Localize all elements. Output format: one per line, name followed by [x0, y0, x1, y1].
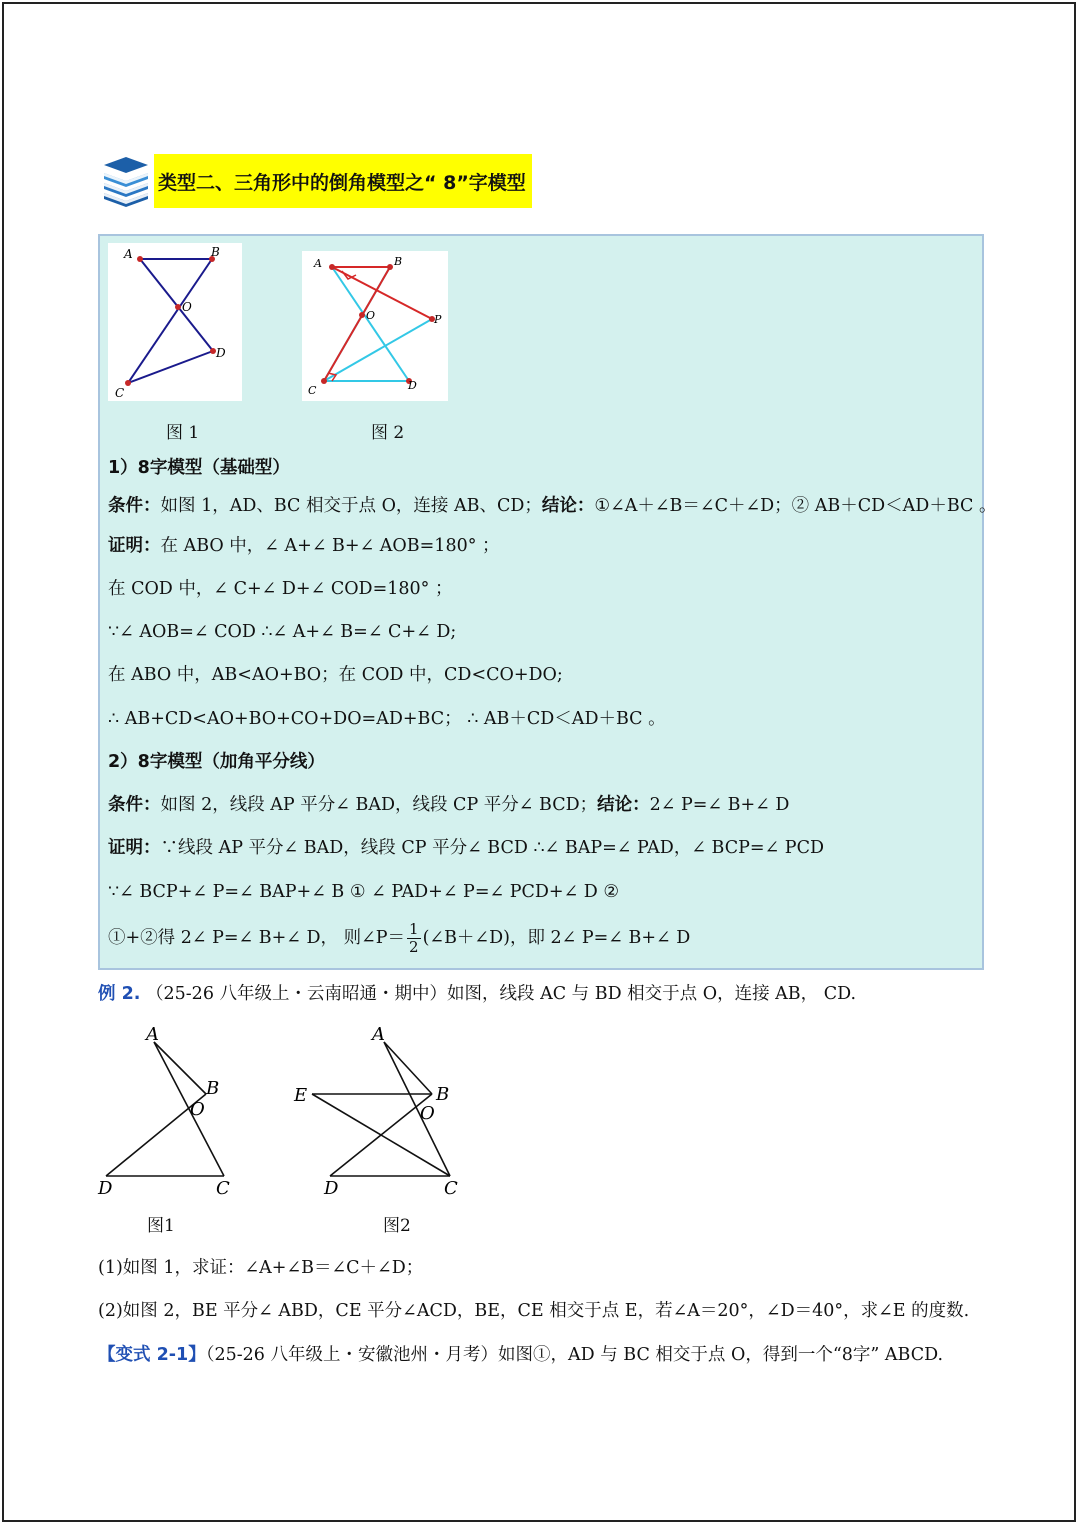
proof2-label: 证明：: [108, 838, 161, 858]
proof2-line3a: ①+②得 2∠ P=∠ B+∠ D， 则∠P＝: [108, 928, 406, 948]
concl1-text: ①∠A＋∠B＝∠C＋∠D；② AB＋CD＜AD＋BC 。: [594, 496, 997, 516]
example2-fig2-caption: 图2: [383, 1216, 411, 1236]
concl1-label: 结论：: [541, 496, 595, 516]
proof1-line1-text: 在 ABO 中，∠ A+∠ B+∠ AOB=180° ；: [160, 536, 500, 556]
fig2-label-o: O: [366, 309, 376, 322]
concl2-text: 2∠ P=∠ B+∠ D: [649, 795, 790, 815]
part2-title: 2）8字模型（加角平分线）: [108, 752, 325, 772]
ex2-fig2-label-o: O: [420, 1103, 435, 1124]
ex2-fig2-label-c: C: [444, 1178, 458, 1199]
fig2-label-c: C: [308, 384, 317, 397]
part1-title: 1）8字模型（基础型）: [108, 458, 290, 478]
section-heading: [100, 153, 532, 209]
cond1-label: 条件：: [108, 496, 161, 516]
frac-den: 2: [409, 938, 419, 956]
example2-fig1-caption: 图1: [147, 1216, 175, 1236]
proof2-line1-text: ∵线段 AP 平分∠ BAD，线段 CP 平分∠ BCD ∴∠ BAP=∠ PAD，∠ BCP=∠ PCD: [160, 838, 824, 858]
example2-intro: [98, 982, 856, 1006]
ex2-fig2-label-b: B: [436, 1084, 450, 1105]
fig1-label-c: C: [115, 386, 125, 400]
part2-condition: [108, 793, 789, 817]
fig1-label-b: B: [211, 245, 220, 259]
proof1-line3: ∵∠ AOB=∠ COD ∴∠ A+∠ B=∠ C+∠ D;: [108, 622, 457, 642]
ex2-fig1-label-d: D: [98, 1178, 113, 1199]
cond1-text: 如图 1，AD、BC 相交于点 O，连接 AB、CD；: [160, 496, 542, 516]
ex2-fig1-label-o: O: [190, 1099, 205, 1120]
fig2-label-d: D: [408, 379, 417, 392]
proof1-line5: ∴ AB+CD<AO+BO+CO+DO=AD+BC； ∴ AB＋CD＜AD＋BC 。: [108, 709, 666, 729]
proof1-line1: [108, 534, 500, 558]
part1-condition: [108, 494, 996, 518]
fig2-label-b: B: [394, 255, 403, 268]
model-figure-2: [302, 251, 448, 401]
cond2-label: 条件：: [108, 795, 161, 815]
proof2-line3b: (∠B＋∠D)，即 2∠ P=∠ B+∠ D: [422, 928, 691, 948]
ex2-fig1-label-b: B: [206, 1078, 220, 1099]
example2-figure-1: [94, 1020, 254, 1200]
proof2-line2: ∵∠ BCP+∠ P=∠ BAP+∠ B ① ∠ PAD+∠ P=∠ PCD+∠ D ②: [108, 882, 620, 902]
example2-label: 例 2.: [98, 984, 141, 1004]
variant-2-1: [98, 1343, 943, 1367]
proof1-line4: 在 ABO 中，AB<AO+BO；在 COD 中，CD<CO+DO;: [108, 665, 563, 685]
cond2-text: 如图 2，线段 AP 平分∠ BAD，线段 CP 平分∠ BCD；: [160, 795, 598, 815]
model-fig1-caption: 图 1: [166, 423, 200, 443]
ex2-fig2-label-d: D: [324, 1178, 339, 1199]
example2-figure-2: [290, 1020, 480, 1200]
ex2-fig1-label-a: A: [146, 1024, 159, 1045]
proof2-line1: [108, 836, 824, 860]
heading-highlight: [154, 154, 532, 208]
model-figure-1: [108, 243, 242, 401]
example2-question-1: (1)如图 1，求证：∠A+∠B＝∠C＋∠D；: [98, 1258, 424, 1278]
ex2-fig2-label-a: A: [372, 1024, 385, 1045]
fig1-label-o: O: [182, 300, 192, 314]
variant-label: 【变式 2-1】: [98, 1345, 206, 1365]
proof2-line3: [108, 920, 690, 956]
heading-title: 类型二、三角形中的倒角模型之“ 8”字模型: [158, 171, 526, 194]
fig2-label-a: A: [314, 257, 322, 270]
half-fraction: [407, 921, 421, 956]
variant-text: （25-26 八年级上・安徽池州・月考）如图①，AD 与 BC 相交于点 O，得到一个“8字” ABCD.: [205, 1345, 944, 1365]
proof1-label: 证明：: [108, 536, 161, 556]
example2-question-2: (2)如图 2，BE 平分∠ ABD，CE 平分∠ACD，BE，CE 相交于点 E，若∠A＝20°，∠D＝40°，求∠E 的度数.: [98, 1301, 970, 1321]
model-fig2-caption: 图 2: [371, 423, 405, 443]
frac-num: 1: [409, 920, 419, 938]
ex2-fig2-label-e: E: [294, 1085, 308, 1106]
fig1-label-d: D: [216, 346, 226, 360]
fig1-label-a: A: [124, 247, 133, 261]
proof1-line2: 在 COD 中，∠ C+∠ D+∠ COD=180° ；: [108, 579, 453, 599]
example2-text: （25-26 八年级上・云南昭通・期中）如图，线段 AC 与 BD 相交于点 O，连接 AB， CD.: [146, 984, 857, 1004]
ex2-fig1-label-c: C: [216, 1178, 230, 1199]
concl2-label: 结论：: [597, 795, 650, 815]
fig2-label-p: P: [434, 313, 442, 326]
books-stack-icon: [100, 155, 152, 207]
